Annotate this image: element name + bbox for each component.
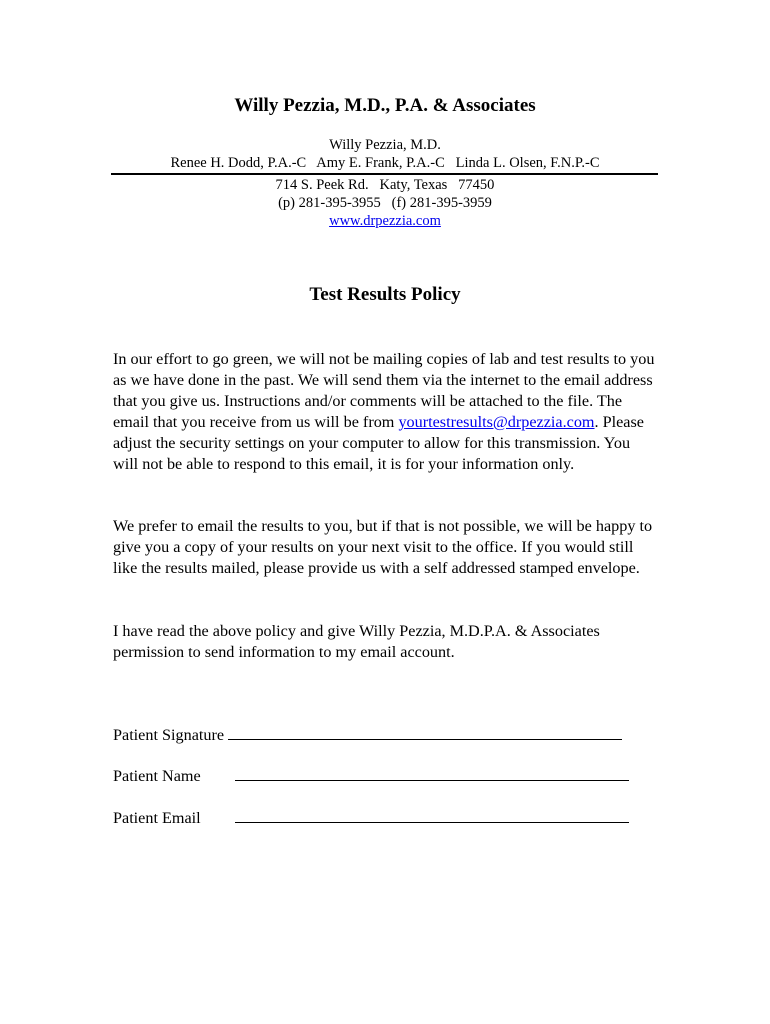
policy-paragraph-1-tail: . Please adjust the security settings on your computer to allow for this transmission. You will not be able to respond to this email, it is for your information only.: [113, 413, 644, 473]
website-link[interactable]: www.drpezzia.com: [329, 213, 441, 229]
signature-label: Patient Signature: [113, 726, 225, 744]
practice-phones: (p) 281-395-3955 (f) 281-395-3959: [278, 195, 492, 211]
policy-paragraph-1-text: In our effort to go green, we will not be mailing copies of lab and test results to you as we have done in the past. We will send them via the internet to the email address that you give us. Instructions and/or comments will be attached to the file. The email that you receive from us will be from: [113, 350, 655, 431]
email-line[interactable]: [235, 808, 629, 823]
header-divider: [111, 173, 658, 175]
website-line: [0, 212, 770, 230]
name-line[interactable]: [235, 766, 629, 781]
signature-line[interactable]: [228, 725, 622, 740]
email-field[interactable]: [113, 808, 629, 829]
name-field[interactable]: [113, 766, 629, 787]
policy-title: Test Results Policy: [309, 284, 461, 305]
practice-name: Willy Pezzia, M.D., P.A. & Associates: [234, 95, 536, 116]
associates-list: Renee H. Dodd, P.A.-C Amy E. Frank, P.A.-C Linda L. Olsen, F.N.P.-C: [170, 155, 600, 171]
email-label: Patient Email: [113, 809, 201, 827]
signature-field[interactable]: [113, 725, 622, 746]
name-label: Patient Name: [113, 767, 201, 785]
policy-paragraph-1: [113, 349, 658, 475]
results-email-link[interactable]: yourtestresults@drpezzia.com: [398, 413, 595, 431]
physician-name: Willy Pezzia, M.D.: [329, 137, 441, 153]
consent-paragraph: I have read the above policy and give Willy Pezzia, M.D.P.A. & Associates permission to send information to my email account.: [113, 622, 600, 661]
practice-address: 714 S. Peek Rd. Katy, Texas 77450: [275, 177, 495, 193]
policy-paragraph-2: We prefer to email the results to you, but if that is not possible, we will be happy to give you a copy of your results on your next visit to the office. If you would still like the results mailed, please provide us with a self addressed stamped envelope.: [113, 517, 653, 577]
